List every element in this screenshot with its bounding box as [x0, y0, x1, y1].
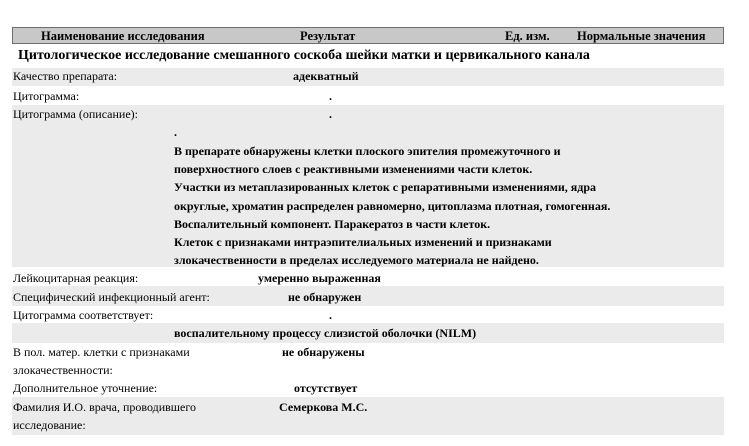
- cytogram-desc-line: округлые, хроматин распределен равномерно, цитоплазма плотная, гомогенная.: [174, 199, 611, 213]
- cytogram-value: .: [329, 89, 332, 103]
- cytogram-desc-line: злокачественности в пределах исследуемого материала не найдено.: [174, 253, 539, 267]
- leukocyte-label: Лейкоцитарная реакция:: [13, 271, 139, 285]
- doctor-label-cont: исследование:: [13, 418, 86, 432]
- cytogram-desc-dot: .: [329, 107, 332, 121]
- cytogram-desc-dot2: .: [174, 125, 177, 139]
- malignant-value: не обнаружены: [282, 345, 365, 359]
- corresponds-dot: .: [329, 308, 332, 322]
- cytogram-label: Цитограмма:: [13, 89, 80, 103]
- cytogram-desc-line: Участки из метаплазированных клеток с репаративными изменениями, ядра: [174, 180, 597, 194]
- header-name: Наименование исследования: [41, 29, 205, 43]
- infectious-value: не обнаружен: [288, 290, 362, 304]
- additional-label: Дополнительное уточнение:: [13, 381, 158, 395]
- malignant-label-cont: злокачественности:: [13, 363, 113, 377]
- cytogram-desc-line: поверхностного слоев с реактивными изменениями части клеток.: [174, 162, 533, 176]
- quality-value: адекватный: [293, 69, 359, 83]
- doctor-label: Фамилия И.О. врача, проводившего: [13, 400, 196, 414]
- section-title: Цитологическое исследование смешанного соскоба шейки матки и цервикального канала: [18, 48, 590, 63]
- cytogram-desc-label: Цитограмма (описание):: [13, 107, 138, 121]
- cytogram-desc-line: Воспалительный компонент. Паракератоз в части клеток.: [174, 217, 491, 231]
- corresponds-label: Цитограмма соответствует:: [13, 308, 154, 322]
- leukocyte-value: умеренно выраженная: [258, 271, 381, 285]
- header-units: Ед. изм.: [505, 29, 550, 43]
- header-norm: Нормальные значения: [577, 29, 706, 43]
- malignant-label: В пол. матер. клетки с признаками: [13, 345, 190, 359]
- additional-value: отсутствует: [294, 381, 358, 395]
- header-result: Результат: [300, 29, 356, 43]
- doctor-value: Семеркова М.С.: [279, 400, 368, 414]
- row-band: [12, 68, 724, 86]
- quality-label: Качество препарата:: [13, 69, 118, 83]
- infectious-label: Специфический инфекционный агент:: [13, 290, 210, 304]
- cytogram-desc-line: Клеток с признаками интраэпителиальных изменений и признаками: [174, 235, 552, 249]
- conclusion-value: воспалительному процессу слизистой оболочки (NILM): [174, 326, 477, 340]
- cytogram-desc-line: В препарате обнаружены клетки плоского эпителия промежуточного и: [174, 144, 561, 158]
- table-header: [12, 27, 724, 44]
